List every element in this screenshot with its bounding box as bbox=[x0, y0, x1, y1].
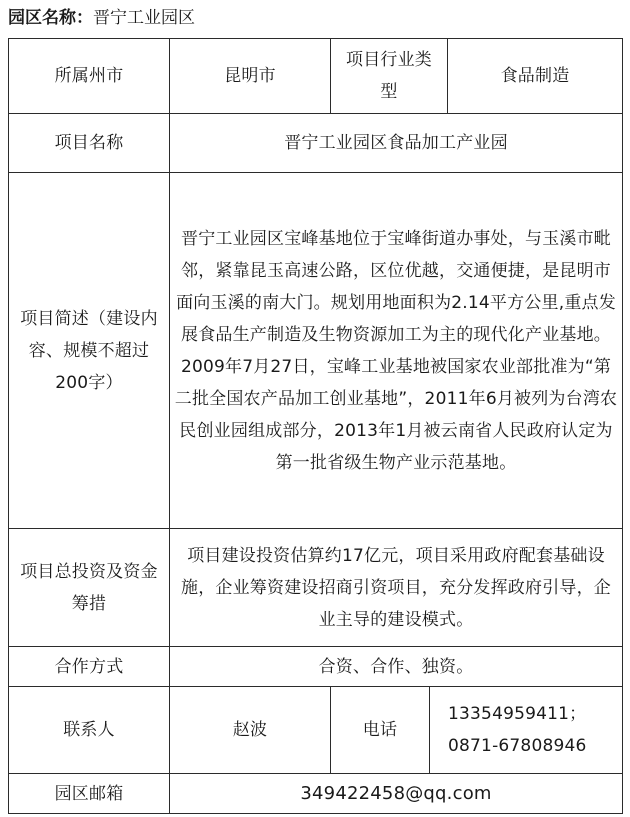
summary-label: 项目简述（建设内容、规模不超过200字） bbox=[9, 173, 170, 529]
investment-value: 项目建设投资估算约17亿元，项目采用政府配套基础设施，企业筹资建设招商引资项目，充分发挥政府引导，企业主导的建设模式。 bbox=[170, 529, 623, 647]
phone-numbers bbox=[430, 687, 623, 774]
table-row-summary bbox=[9, 173, 623, 529]
table-row-city bbox=[9, 39, 623, 114]
table-row-cooperation bbox=[9, 647, 623, 687]
phone-label: 电话 bbox=[331, 687, 430, 774]
park-name-value: 晋宁工业园区 bbox=[93, 8, 195, 28]
park-title bbox=[8, 6, 195, 30]
industry-label: 项目行业类型 bbox=[331, 39, 448, 114]
city-label: 所属州市 bbox=[9, 39, 170, 114]
city-value: 昆明市 bbox=[170, 39, 331, 114]
project-name-value: 晋宁工业园区食品加工产业园 bbox=[170, 114, 623, 173]
table-row-project-name bbox=[9, 114, 623, 173]
investment-label: 项目总投资及资金筹措 bbox=[9, 529, 170, 647]
summary-value: 晋宁工业园区宝峰基地位于宝峰街道办事处，与玉溪市毗邻，紧靠昆玉高速公路，区位优越，交通便捷，是昆明市面向玉溪的南大门。规划用地面积为2.14平方公里,重点发展食品生产制造及生物资源加工为主的现代化产业基地。2009年7月27日，宝峰工业基地被国家农业部批准为“第二批全国农产品加工创业基地”，2011年6月被列为台湾农民创业园组成部分，2013年1月被云南省人民政府认定为第一批省级生物产业示范基地。 bbox=[170, 173, 623, 529]
email-value: 349422458@qq.com bbox=[170, 774, 623, 814]
table-row-investment bbox=[9, 529, 623, 647]
cooperation-value: 合资、合作、独资。 bbox=[170, 647, 623, 687]
phone-number-2: 0871-67808946 bbox=[448, 736, 587, 756]
table-row-contact bbox=[9, 687, 623, 774]
cooperation-label: 合作方式 bbox=[9, 647, 170, 687]
phone-number-1: 13354959411； bbox=[448, 704, 587, 724]
contact-value: 赵波 bbox=[170, 687, 331, 774]
project-info-table bbox=[8, 38, 623, 814]
industry-value: 食品制造 bbox=[448, 39, 623, 114]
email-label: 园区邮箱 bbox=[9, 774, 170, 814]
contact-label: 联系人 bbox=[9, 687, 170, 774]
park-name-label: 园区名称： bbox=[8, 8, 93, 28]
project-name-label: 项目名称 bbox=[9, 114, 170, 173]
table-row-email bbox=[9, 774, 623, 814]
